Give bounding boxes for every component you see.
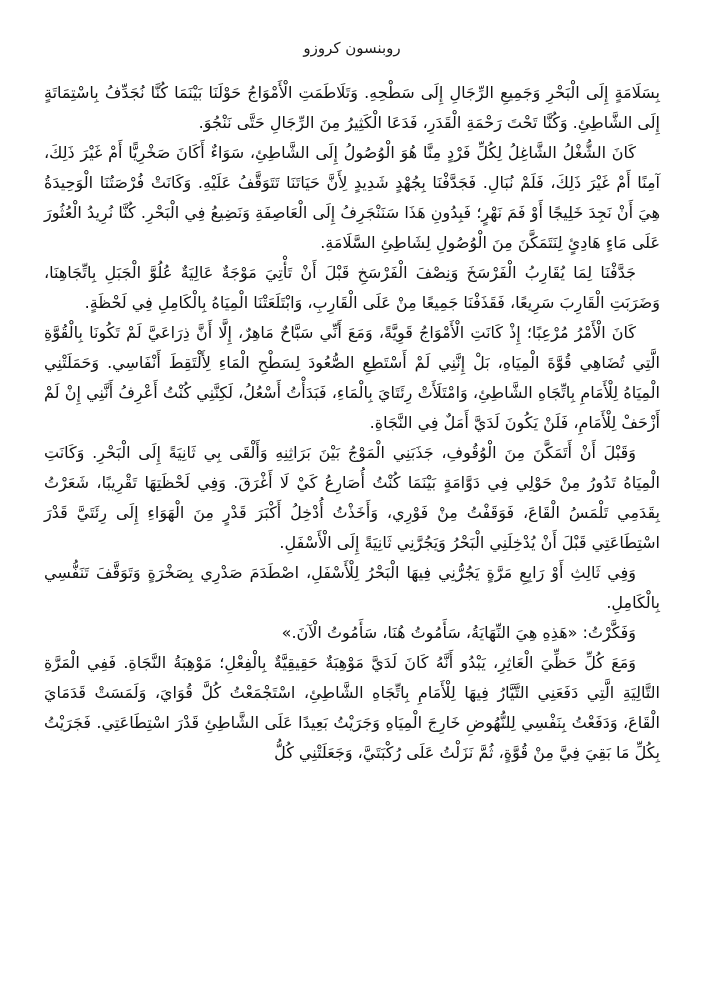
paragraph-6: وَفِي ثَالِثِ أَوْ رَابِعِ مَرَّةٍ يَجُرُّنِي فِيهَا الْبَحْرُ لِلْأَسْفَلِ، اصْطَدَمَ صَدْرِي بِصَخْرَةٍ وَتَوَقَّفَ تَنَفُّسِي بِالْكَامِلِ.	[44, 563, 660, 612]
paragraph-8: وَمَعَ كُلِّ حَظِّيَ الْعَاثِرِ، يَبْدُو أَنَّهُ كَانَ لَدَيَّ مَوْهِبَةٌ حَقِيقِيَّةٌ بِالْفِعْلِ؛ مَوْهِبَةُ النَّجَاةِ. فَفِي الْمَرَّةِ التَّالِيَةِ الَّتِي دَفَعَنِي التَّيَّارُ فِيهَا لِلْأَمَامِ بِاتِّجَاهِ الشَّاطِئِ، اسْتَجْمَعْتُ كُلَّ قُوَايَ، وَلَمَسَتْ قَدَمَايَ الْقَاعَ، وَدَفَعْتُ بِنَفْسِي لِلنُّهُوضِ خَارِجَ الْمِيَاهِ وَجَرَيْتُ بَعِيدًا عَلَى الشَّاطِئِ قَدْرَ اسْتِطَاعَتِي. فَجَرَيْتُ بِكُلِّ مَا بَقِيَ فِيَّ مِنْ قُوَّةٍ، ثُمَّ نَزَلْتُ عَلَى رُكْبَتَيَّ، وَجَعَلَتْنِي كُلُّ	[44, 653, 660, 762]
paragraph-2: كَانَ الشُّغْلُ الشَّاغِلُ لِكُلِّ فَرْدٍ مِنَّا هُوَ الْوُصُولُ إِلَى الشَّاطِئِ، سَوَاءٌ أَكَانَ صَخْرِيًّا أَمْ غَيْرَ ذَلِكَ، آمِنًا أَمْ غَيْرَ ذَلِكَ، فَلَمْ نُبَالِ. فَجَدَّفْنَا بِجُهْدٍ شَدِيدٍ لِأَنَّ حَيَاتَنَا تَتَوَقَّفُ عَلَيْهِ. وَكَانَتْ فُرْصَتُنَا الْوَحِيدَةُ هِيَ أَنْ نَجِدَ خَلِيجًا أَوْ فَمَ نَهْرٍ؛ فَبِدُونِ هَذَا سَنَنْجَرِفُ إِلَى الْعَاصِفَةِ وَنَضِيعُ فِي الْبَحْرِ. كُنَّا نُرِيدُ الْعُثُورَ عَلَى مَاءٍ هَادِئٍ لِنَتَمَكَّنَ مِنَ الْوُصُولِ لِشَاطِئِ السَّلَامَةِ.	[44, 143, 660, 252]
paragraph-7-quote: وَفَكَّرْتُ: «هَذِهِ هِيَ النِّهَايَةُ، سَأَمُوتُ هُنَا، سَأَمُوتُ الْآنَ.»	[281, 623, 636, 642]
running-title: روبنسون كروزو	[303, 39, 401, 57]
paragraph-3: جَدَّفْنَا لِمَا يُقَارِبُ الْفَرْسَخَ وَنِصْفَ الْفَرْسَخِ قَبْلَ أَنْ تَأْتِيَ مَوْجَةٌ عَالِيَةٌ عُلُوَّ الْجَبَلِ بِاتِّجَاهِنَا، وَضَرَبَتِ الْقَارِبَ سَرِيعًا، فَقَذَفْنَا جَمِيعًا مِنْ عَلَى الْقَارِبِ، وَابْتَلَعَتْنَا الْمِيَاهُ بِالْكَامِلِ فِي لَحْظَةٍ.	[44, 263, 660, 312]
paragraph-1: بِسَلَامَةٍ إِلَى الْبَحْرِ وَجَمِيعِ الرِّجَالِ إِلَى سَطْحِهِ. وَتَلَاطَمَتِ الْأَمْوَاجُ حَوْلَنَا بَيْنَمَا كُنَّا نُجَدِّفُ بِاسْتِمَاتَةٍ إِلَى الشَّاطِئِ. وَكُنَّا تَحْتَ رَحْمَةِ الْقَدَرِ، فَدَعَا الْكَثِيرُ مِنَ الرِّجَالِ حَتَّى نَنْجُوَ.	[44, 83, 660, 132]
body-text	[44, 78, 660, 768]
paragraph-4: كَانَ الْأَمْرُ مُرْعِبًا؛ إِذْ كَانَتِ الْأَمْوَاجُ قَوِيَّةً، وَمَعَ أَنِّي سَبَّاحٌ مَاهِرٌ، إِلَّا أَنَّ ذِرَاعَيَّ لَمْ تَكُونَا بِالْقُوَّةِ الَّتِي تُضَاهِي قُوَّةَ الْمِيَاهِ، بَلْ إِنَّنِي لَمْ أَسْتَطِعِ الصُّعُودَ لِسَطْحِ الْمَاءِ لِأَلْتَقِطَ أَنْفَاسِي. وَحَمَلَتْنِي الْمِيَاهُ لِلْأَمَامِ بِاتِّجَاهِ الشَّاطِئِ، وَامْتَلَأَتْ رِئَتَايَ بِالْمَاءِ، فَبَدَأْتُ أَسْعُلُ، لَكِنَّنِي كُنْتُ أَعْرِفُ أَنَّنِي إِنْ لَمْ أَزْحَفْ لِلْأَمَامِ، فَلَنْ يَكُونَ لَدَيَّ أَمَلٌ فِي النَّجَاةِ.	[44, 323, 660, 432]
paragraph-5: وَقَبْلَ أَنْ أَتَمَكَّنَ مِنَ الْوُقُوفِ، جَذَبَنِي الْمَوْجُ بَيْنَ بَرَاثِنِهِ وَأَلْقَى بِي ثَانِيَةً إِلَى الْبَحْرِ. وَكَانَتِ الْمِيَاهُ تَدُورُ مِنْ حَوْلِي فِي دَوَّامَةٍ بَيْنَمَا كُنْتُ أُصَارِعُ كَيْ لَا أَغْرَقَ. وَفِي لَحْظَتِهَا تَقْرِيبًا، شَعَرْتُ بِقَدَمِي تَلْمَسُ الْقَاعَ، فَوَقَفْتُ مِنْ فَوْرِي، وَأَخَذْتُ أُدْخِلُ أَكْبَرَ قَدْرٍ مِنَ الْهَوَاءِ إِلَى رِئَتَيَّ قَدْرَ اسْتِطَاعَتِي قَبْلَ أَنْ يُدْخِلَنِي الْبَحْرُ وَيَجُرَّنِي ثَانِيَةً إِلَى الْأَسْفَلِ.	[44, 443, 660, 552]
